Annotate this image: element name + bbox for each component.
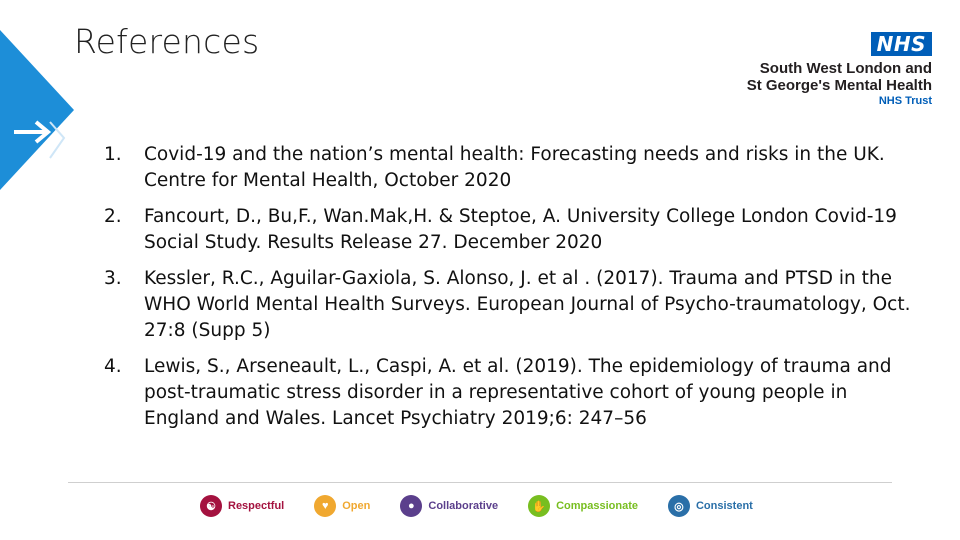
people-icon: ● <box>400 495 422 517</box>
reference-number: 2. <box>104 206 122 227</box>
value-label: Respectful <box>228 500 285 512</box>
values-strip <box>200 495 783 517</box>
value-respectful <box>200 495 284 517</box>
reference-item <box>104 204 924 256</box>
heart-icon: ♥ <box>314 495 336 517</box>
value-label: Open <box>342 500 371 512</box>
value-consistent <box>668 495 753 517</box>
reference-text: Fancourt, D., Bu,F., Wan.Mak,H. & Steptoe, A. University College London Covid-19 Social Study. Results Release 27. December 2020 <box>144 206 897 253</box>
reference-number: 3. <box>104 268 122 289</box>
logo-line-3: NHS Trust <box>878 95 932 107</box>
reference-number: 1. <box>104 144 122 165</box>
footer-divider <box>68 482 892 483</box>
reference-item <box>104 266 924 344</box>
logo-line-1: South West London and <box>759 60 932 77</box>
reference-text: Lewis, S., Arseneault, L., Caspi, A. et al. (2019). The epidemiology of trauma and post-traumatic stress disorder in a representative cohort of young people in England and Wales. Lancet Psychiatry 2019;6: 247–56 <box>144 356 892 429</box>
reference-number: 4. <box>104 356 122 377</box>
page-title: References <box>74 22 260 61</box>
value-label: Consistent <box>695 500 753 512</box>
reference-text: Kessler, R.C., Aguilar-Gaxiola, S. Alonso, J. et al . (2017). Trauma and PTSD in the WHO World Mental Health Surveys. European Journal of Psycho-traumatology, Oct. 27:8 (Supp 5) <box>144 268 911 341</box>
value-open <box>314 495 370 517</box>
logo-line-2: St George's Mental Health <box>746 77 932 94</box>
target-icon: ◎ <box>668 495 690 517</box>
nhs-trust-logo <box>700 32 932 108</box>
value-label: Compassionate <box>556 500 638 512</box>
side-chevron-shape <box>0 0 80 200</box>
value-label: Collaborative <box>428 500 499 512</box>
handshake-icon: ☯ <box>200 495 222 517</box>
value-collaborative <box>400 495 498 517</box>
nhs-badge: NHS <box>871 32 932 56</box>
reference-list <box>104 142 924 442</box>
hand-icon: ✋ <box>528 495 550 517</box>
reference-item <box>104 354 924 432</box>
value-compassionate <box>528 495 638 517</box>
reference-text: Covid-19 and the nation’s mental health: Forecasting needs and risks in the UK. Centre for Mental Health, October 2020 <box>144 144 885 191</box>
reference-item <box>104 142 924 194</box>
